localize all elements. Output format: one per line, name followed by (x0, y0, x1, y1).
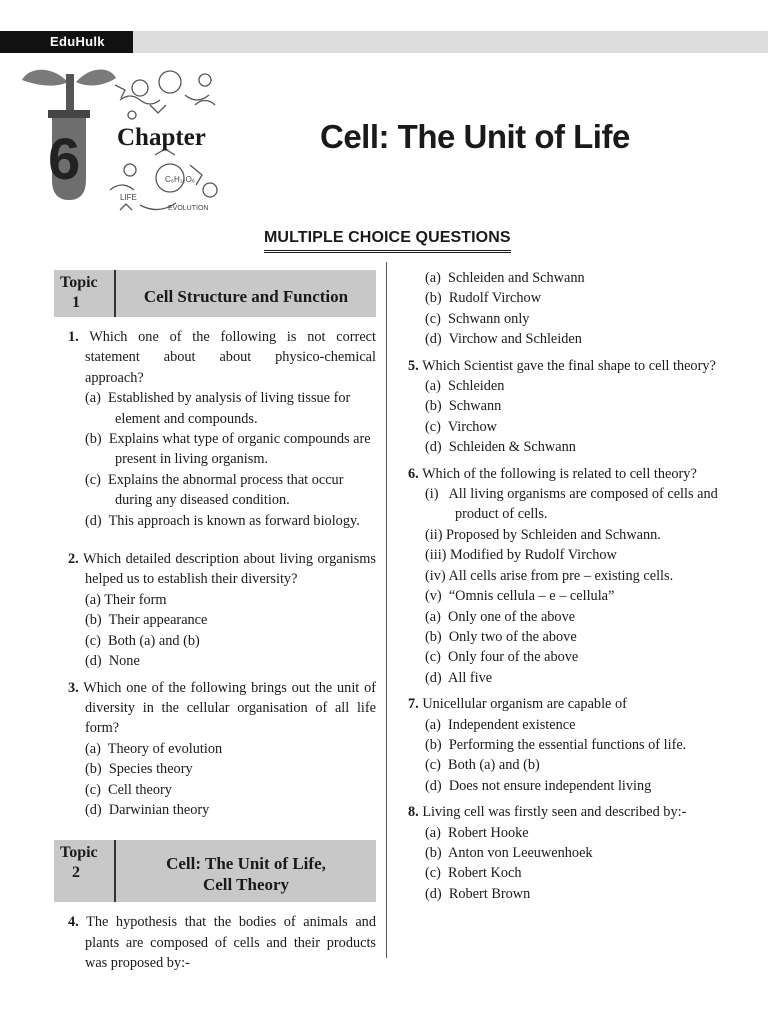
option: (d) All five (425, 669, 493, 686)
question-number: 3. (68, 679, 79, 696)
topic-title: Cell Structure and Function (143, 287, 349, 306)
column-divider (386, 262, 387, 958)
topic-label: Topic (60, 274, 98, 291)
question-number: 4. (68, 914, 79, 931)
statement: (iv) All cells arise from pre – existing cells. (425, 567, 674, 584)
question-number: 7. (408, 696, 419, 713)
left-column (54, 270, 376, 980)
topic-number (54, 840, 116, 902)
topic-box-2 (54, 840, 376, 902)
question-number: 8. (408, 804, 419, 821)
option: (c) Cell theory (85, 781, 172, 798)
svg-text:LIFE: LIFE (120, 193, 137, 202)
chapter-word: Chapter (117, 124, 206, 151)
question-text: Which of the following is related to cell theory? (422, 465, 697, 482)
question-text: Living cell was firstly seen and described by:- (422, 804, 687, 821)
option: (a) Only one of the above (425, 608, 576, 625)
option: (d) None (85, 653, 140, 670)
topic-number-value: 2 (72, 864, 80, 882)
option: (b) Their appearance (85, 612, 208, 629)
question-text: Which Scientist gave the final shape to cell theory? (422, 357, 716, 374)
question-number: 6. (408, 465, 419, 482)
statement: (i) All living organisms are composed of cells and product of cells. (425, 486, 718, 523)
option: (a) Robert Hooke (425, 824, 529, 841)
option: (d) Does not ensure independent living (425, 777, 652, 794)
question-text: Unicellular organism are capable of (422, 696, 627, 713)
option: (c) Schwann only (425, 310, 530, 327)
option: (c) Virchow (425, 418, 497, 435)
question-5 (405, 356, 727, 458)
question-6 (405, 464, 727, 688)
svg-text:C₆H₁₂O₆: C₆H₁₂O₆ (165, 175, 196, 184)
question-number: 5. (408, 357, 419, 374)
option: (c) Explains the abnormal process that occur during any diseased condition. (85, 471, 344, 509)
chapter-number: 6 (48, 127, 81, 192)
right-column (405, 268, 727, 910)
question-text: Which detailed description about living organisms helped us to establish their diversity? (82, 551, 376, 588)
option: (d) Schleiden & Schwann (425, 439, 576, 456)
topic-title: Cell: The Unit of Life, Cell Theory (166, 854, 326, 895)
option: (b) Performing the essential functions of life. (425, 736, 687, 753)
question-8 (405, 802, 727, 904)
brand-label: EduHulk (0, 31, 133, 53)
option: (b) Only two of the above (425, 628, 577, 645)
question-text: Which one of the following is not correct statement about about physico-chemical approach? (85, 329, 376, 386)
option: (a) Schleiden (425, 378, 505, 395)
topic-number (54, 270, 116, 317)
question-7 (405, 694, 727, 796)
topic-box-1 (54, 270, 376, 317)
topic-number-value: 1 (72, 294, 80, 311)
question-1 (54, 327, 376, 531)
option: (a) Their form (85, 591, 167, 608)
option: (b) Anton von Leeuwenhoek (425, 844, 593, 861)
option: (a) Schleiden and Schwann (425, 270, 585, 286)
question-3 (54, 678, 376, 821)
option: (d) This approach is known as forward biology. (85, 512, 360, 529)
question-number: 1. (68, 329, 79, 345)
option: (b) Species theory (85, 761, 193, 778)
option: (b) Rudolf Virchow (425, 290, 542, 307)
question-2 (54, 549, 376, 671)
statement: (ii) Proposed by Schleiden and Schwann. (425, 526, 661, 543)
page-title: Cell: The Unit of Life (320, 118, 630, 155)
option: (a) Theory of evolution (85, 740, 223, 757)
svg-text:EVOLUTION: EVOLUTION (168, 205, 209, 212)
statement: (iii) Modified by Rudolf Virchow (425, 547, 617, 564)
option: (c) Only four of the above (425, 649, 579, 666)
topic-label: Topic (60, 844, 98, 862)
option: (d) Virchow and Schleiden (425, 331, 582, 348)
option: (d) Darwinian theory (85, 801, 210, 818)
question-4-options (405, 268, 727, 350)
question-text: Which one of the following brings out the unit of diversity in the cellular organisation of all life form? (83, 679, 376, 737)
section-heading: MULTIPLE CHOICE QUESTIONS (264, 229, 511, 253)
option: (a) Independent existence (425, 716, 576, 733)
option: (d) Robert Brown (425, 885, 531, 902)
option: (b) Schwann (425, 398, 502, 415)
question-text: The hypothesis that the bodies of animals and plants are composed of cells and their products was proposed by:- (85, 914, 376, 972)
option: (c) Both (a) and (b) (85, 632, 200, 649)
option: (c) Robert Koch (425, 865, 522, 882)
question-4 (54, 912, 376, 973)
option: (c) Both (a) and (b) (425, 757, 540, 774)
option: (b) Explains what type of organic compounds are present in living organism. (85, 431, 371, 468)
option: (a) Established by analysis of living tissue for element and compounds. (85, 390, 351, 427)
statement: (v) “Omnis cellula – e – cellula” (425, 588, 615, 605)
question-number: 2. (68, 551, 79, 568)
